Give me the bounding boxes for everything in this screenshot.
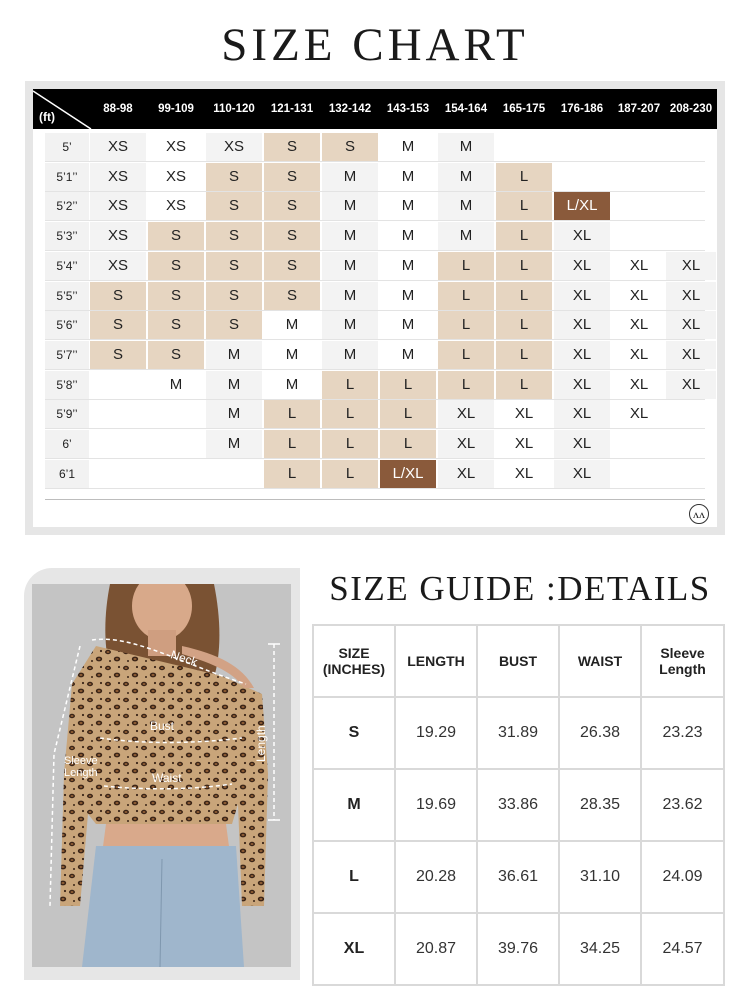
guide-value-cell: 24.57 xyxy=(642,914,723,984)
size-cell: L xyxy=(322,430,378,458)
size-cell xyxy=(614,222,664,250)
neck-label: Neck xyxy=(168,647,200,670)
guide-size-cell: S xyxy=(314,698,394,768)
size-cell: M xyxy=(322,192,378,220)
size-cell: M xyxy=(380,192,436,220)
corner-unit-label: (ft) xyxy=(39,110,55,124)
height-row-label: 5’6’’ xyxy=(45,311,89,339)
size-cell: S xyxy=(148,252,204,280)
size-cell: M xyxy=(322,252,378,280)
weight-column-header: 165-175 xyxy=(502,103,546,115)
size-cell: XS xyxy=(206,133,262,161)
size-cell: L xyxy=(496,371,552,399)
size-cell: XL xyxy=(438,430,494,458)
height-row-label: 5’5’’ xyxy=(45,282,89,310)
size-cell: S xyxy=(264,192,320,220)
size-cell: XL xyxy=(614,282,664,310)
size-cell: M xyxy=(380,133,436,161)
size-cell: XL xyxy=(554,222,610,250)
size-cell: XL xyxy=(666,371,716,399)
size-cell: XS xyxy=(148,192,204,220)
size-cell: M xyxy=(322,163,378,191)
size-cell: XS xyxy=(90,192,146,220)
size-cell: L xyxy=(496,222,552,250)
size-cell: XL xyxy=(496,430,552,458)
size-cell xyxy=(554,163,610,191)
size-cell: L xyxy=(322,460,378,488)
height-row-label: 5’ xyxy=(45,133,89,161)
guide-value-cell: 23.62 xyxy=(642,770,723,840)
row-divider xyxy=(45,488,705,489)
guide-header-cell: Sleeve Length xyxy=(642,626,723,696)
size-cell: XL xyxy=(554,430,610,458)
size-cell: S xyxy=(322,133,378,161)
size-cell: XL xyxy=(438,460,494,488)
guide-value-cell: 33.86 xyxy=(478,770,558,840)
size-cell: S xyxy=(206,192,262,220)
size-cell: XL xyxy=(614,252,664,280)
size-cell: L xyxy=(380,430,436,458)
guide-value-cell: 39.76 xyxy=(478,914,558,984)
height-row-label: 5’7’’ xyxy=(45,341,89,369)
size-cell: L xyxy=(438,252,494,280)
size-cell: L xyxy=(380,371,436,399)
weight-column-header: 88-98 xyxy=(103,103,133,115)
size-cell: M xyxy=(322,282,378,310)
bust-label: Bust xyxy=(150,719,175,733)
model-photo xyxy=(32,584,291,967)
size-cell: XL xyxy=(666,341,716,369)
guide-value-cell: 36.61 xyxy=(478,842,558,912)
height-row-label: 5’4’’ xyxy=(45,252,89,280)
size-cell: L xyxy=(496,341,552,369)
size-cell: M xyxy=(438,192,494,220)
size-cell xyxy=(614,163,664,191)
guide-header-cell: BUST xyxy=(478,626,558,696)
size-cell: L xyxy=(438,282,494,310)
guide-value-cell: 24.09 xyxy=(642,842,723,912)
size-cell: M xyxy=(380,341,436,369)
size-cell: L xyxy=(438,311,494,339)
row-divider xyxy=(45,220,705,221)
chart-divider xyxy=(45,499,705,500)
size-cell: M xyxy=(322,222,378,250)
guide-header-cell: LENGTH xyxy=(396,626,476,696)
guide-size-cell: M xyxy=(314,770,394,840)
size-cell: XL xyxy=(554,311,610,339)
size-cell: S xyxy=(206,222,262,250)
weight-column-header: 110-120 xyxy=(213,103,255,115)
guide-value-cell: 26.38 xyxy=(560,698,640,768)
size-cell xyxy=(614,430,664,458)
size-cell: L xyxy=(496,252,552,280)
height-row-label: 5’3’’ xyxy=(45,222,89,250)
size-cell xyxy=(614,460,664,488)
size-cell: S xyxy=(148,282,204,310)
size-cell: M xyxy=(206,341,262,369)
size-cell: L xyxy=(496,311,552,339)
size-cell: L/XL xyxy=(380,460,436,488)
size-cell xyxy=(666,460,716,488)
size-cell: XL xyxy=(496,460,552,488)
size-guide-title: SIZE GUIDE :DETAILS xyxy=(329,569,711,608)
size-cell: L xyxy=(264,430,320,458)
sleeve-label-line1: Sleeve xyxy=(64,755,98,767)
length-label: Length xyxy=(254,725,268,762)
guide-value-cell: 20.87 xyxy=(396,914,476,984)
size-cell xyxy=(614,192,664,220)
size-cell xyxy=(206,460,262,488)
size-cell: XL xyxy=(554,341,610,369)
size-cell: L xyxy=(264,460,320,488)
size-cell: XL xyxy=(496,400,552,428)
size-cell xyxy=(666,400,716,428)
size-cell: L xyxy=(496,282,552,310)
size-cell xyxy=(554,133,610,161)
sleeve-length-label xyxy=(64,755,101,779)
size-cell: L xyxy=(322,400,378,428)
weight-column-header: 187-207 xyxy=(617,103,661,115)
size-chart-header-row xyxy=(33,89,717,129)
size-cell: XL xyxy=(666,282,716,310)
size-cell: S xyxy=(206,252,262,280)
size-cell: S xyxy=(264,133,320,161)
size-cell: S xyxy=(264,252,320,280)
size-cell: M xyxy=(438,222,494,250)
guide-header-cell: SIZE (INCHES) xyxy=(314,626,394,696)
size-cell: M xyxy=(322,311,378,339)
size-cell: XL xyxy=(666,311,716,339)
size-cell: S xyxy=(264,163,320,191)
size-cell: M xyxy=(380,282,436,310)
size-cell xyxy=(666,222,716,250)
brand-logo: ʌʌ xyxy=(689,504,709,524)
row-divider xyxy=(45,428,705,429)
guide-value-cell: 19.29 xyxy=(396,698,476,768)
row-divider xyxy=(45,339,705,340)
size-cell: S xyxy=(90,341,146,369)
size-cell xyxy=(90,371,146,399)
size-cell xyxy=(666,133,716,161)
size-cell: M xyxy=(380,163,436,191)
size-cell: XL xyxy=(554,460,610,488)
size-guide-table xyxy=(312,624,725,986)
weight-column-header: 176-186 xyxy=(560,103,604,115)
size-cell: XL xyxy=(666,252,716,280)
size-cell: XL xyxy=(554,252,610,280)
weight-column-header: 208-230 xyxy=(669,103,713,115)
size-chart-title: SIZE CHART xyxy=(221,19,529,71)
weight-column-header: 154-164 xyxy=(444,103,488,115)
guide-size-cell: L xyxy=(314,842,394,912)
row-divider xyxy=(45,458,705,459)
size-cell xyxy=(148,430,204,458)
sleeve-label-line2: Length xyxy=(64,767,98,779)
height-row-label: 5’8’’ xyxy=(45,371,89,399)
size-cell: L xyxy=(438,341,494,369)
guide-value-cell: 28.35 xyxy=(560,770,640,840)
guide-value-cell: 31.89 xyxy=(478,698,558,768)
size-cell: S xyxy=(264,282,320,310)
weight-column-header: 99-109 xyxy=(158,103,194,115)
size-cell: M xyxy=(206,371,262,399)
size-cell: S xyxy=(206,311,262,339)
size-cell: XS xyxy=(90,163,146,191)
weight-column-header: 143-153 xyxy=(386,103,430,115)
weight-column-header: 121-131 xyxy=(270,103,314,115)
height-row-label: 6’ xyxy=(45,430,89,458)
guide-value-cell: 20.28 xyxy=(396,842,476,912)
size-cell xyxy=(90,400,146,428)
model-illustration xyxy=(32,584,291,967)
size-cell xyxy=(90,430,146,458)
size-cell: M xyxy=(438,163,494,191)
size-cell: M xyxy=(322,341,378,369)
size-cell xyxy=(148,400,204,428)
size-cell: M xyxy=(438,133,494,161)
size-cell: L xyxy=(322,371,378,399)
size-cell: S xyxy=(148,341,204,369)
size-cell: M xyxy=(148,371,204,399)
size-cell: XL xyxy=(438,400,494,428)
row-divider xyxy=(45,280,705,281)
size-cell: L/XL xyxy=(554,192,610,220)
waist-label: Waist xyxy=(152,771,182,785)
size-cell: M xyxy=(380,311,436,339)
size-cell: M xyxy=(380,252,436,280)
size-cell: L xyxy=(496,163,552,191)
size-cell xyxy=(666,163,716,191)
size-cell: M xyxy=(264,341,320,369)
size-cell: M xyxy=(264,311,320,339)
size-cell: M xyxy=(380,222,436,250)
size-cell: S xyxy=(206,163,262,191)
size-cell: S xyxy=(90,311,146,339)
guide-value-cell: 23.23 xyxy=(642,698,723,768)
size-cell xyxy=(666,430,716,458)
size-cell: L xyxy=(496,192,552,220)
size-cell: L xyxy=(264,400,320,428)
row-divider xyxy=(45,161,705,162)
size-cell: S xyxy=(206,282,262,310)
height-row-label: 5’2’’ xyxy=(45,192,89,220)
guide-value-cell: 34.25 xyxy=(560,914,640,984)
height-row-label: 5’1’’ xyxy=(45,163,89,191)
size-cell xyxy=(148,460,204,488)
size-cell xyxy=(90,460,146,488)
size-cell: XS xyxy=(148,133,204,161)
size-cell: XL xyxy=(614,400,664,428)
size-cell: XL xyxy=(614,341,664,369)
size-chart-table xyxy=(33,89,717,527)
guide-value-cell: 19.69 xyxy=(396,770,476,840)
size-cell: M xyxy=(206,430,262,458)
size-cell xyxy=(666,192,716,220)
height-row-label: 5’9’’ xyxy=(45,400,89,428)
size-cell: S xyxy=(148,311,204,339)
size-cell: S xyxy=(148,222,204,250)
size-cell: L xyxy=(438,371,494,399)
height-row-label: 6’1 xyxy=(45,460,89,488)
size-cell: M xyxy=(264,371,320,399)
size-cell: S xyxy=(90,282,146,310)
guide-value-cell: 31.10 xyxy=(560,842,640,912)
row-divider xyxy=(45,250,705,251)
weight-column-header: 132-142 xyxy=(328,103,372,115)
size-cell: XS xyxy=(90,252,146,280)
size-chart-panel xyxy=(25,81,725,535)
size-cell: S xyxy=(264,222,320,250)
guide-size-cell: XL xyxy=(314,914,394,984)
size-cell: XS xyxy=(148,163,204,191)
size-cell xyxy=(614,133,664,161)
size-cell: XL xyxy=(554,282,610,310)
size-cell: L xyxy=(380,400,436,428)
row-divider xyxy=(45,369,705,370)
size-cell: XL xyxy=(554,371,610,399)
size-cell: XL xyxy=(614,371,664,399)
size-cell xyxy=(496,133,552,161)
size-cell: XS xyxy=(90,222,146,250)
size-cell: M xyxy=(206,400,262,428)
size-cell: XS xyxy=(90,133,146,161)
size-cell: XL xyxy=(554,400,610,428)
size-cell: XL xyxy=(614,311,664,339)
guide-header-cell: WAIST xyxy=(560,626,640,696)
